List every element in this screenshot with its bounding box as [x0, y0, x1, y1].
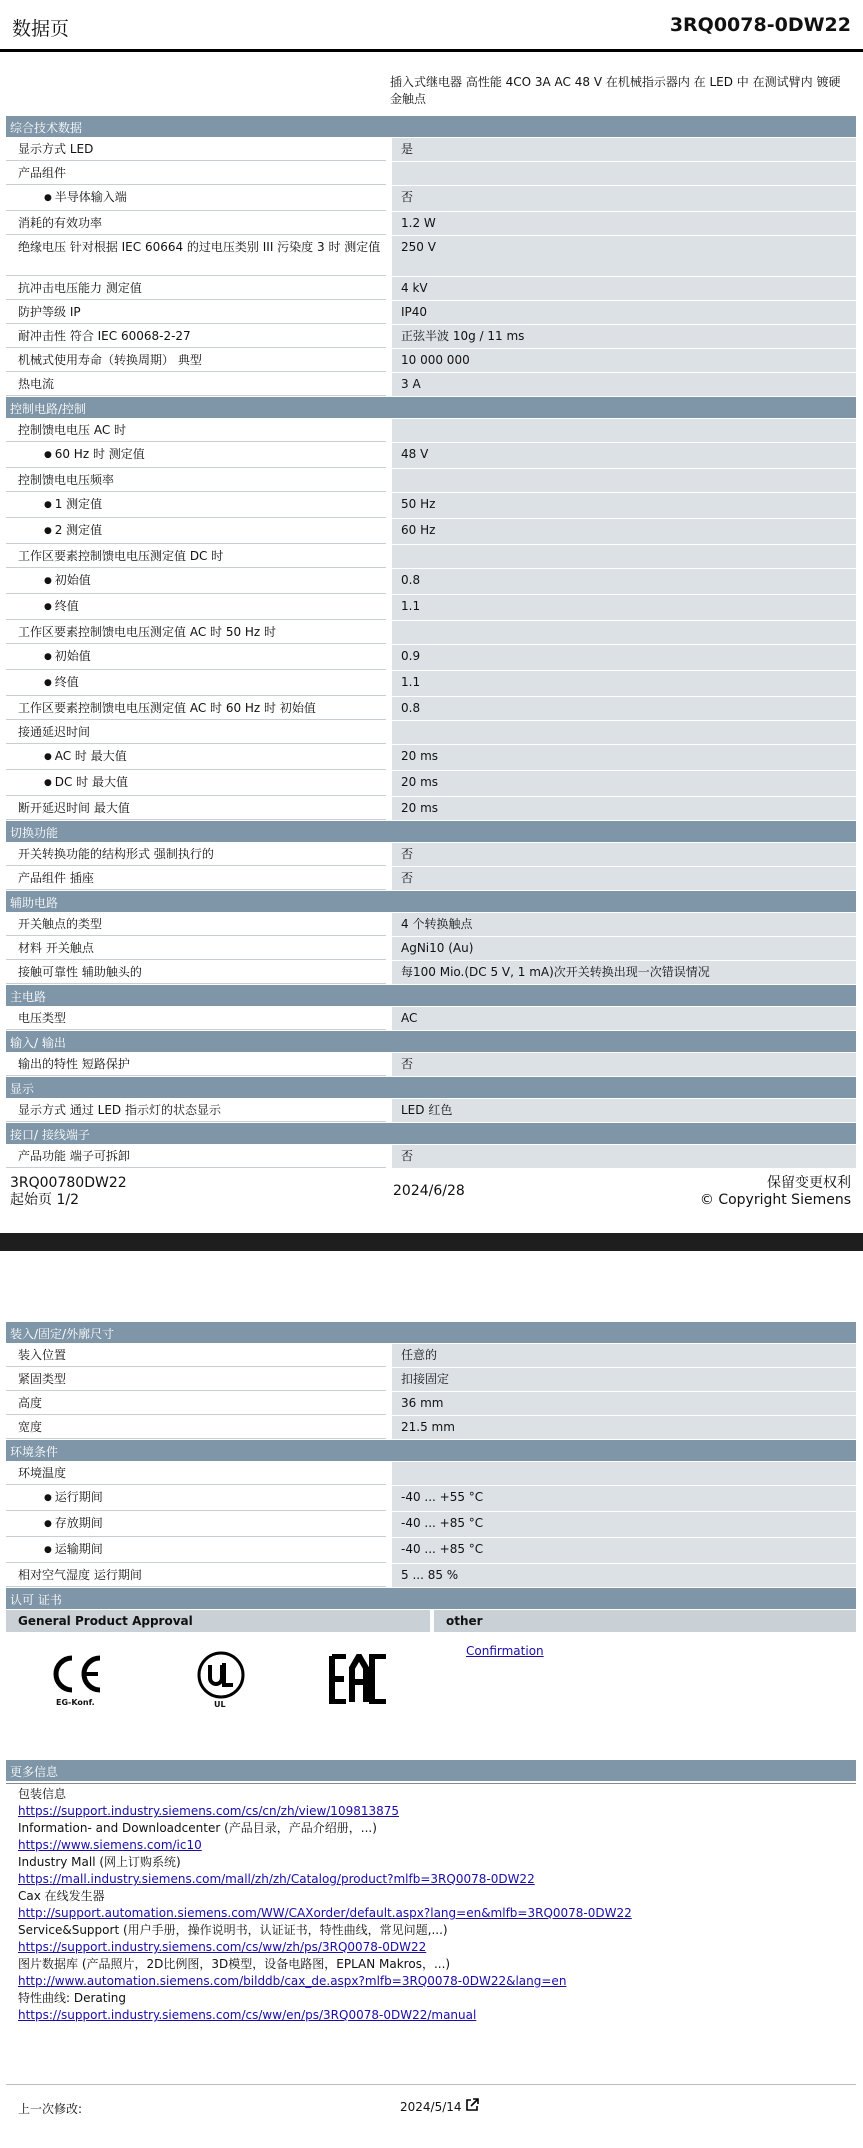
spec-label: 高度 — [6, 1392, 386, 1415]
spec-row — [6, 1053, 856, 1077]
section-heading: 控制电路/控制 — [6, 397, 856, 419]
spec-row — [6, 671, 856, 697]
spec-value: 否 — [392, 843, 856, 866]
spec-label — [6, 671, 386, 696]
spec-label: 消耗的有效功率 — [6, 212, 386, 235]
spec-sublabel: ● 终值 — [44, 599, 79, 613]
spec-row — [6, 867, 856, 891]
product-description: 插入式继电器 高性能 4CO 3A AC 48 V 在机械指示器内 在 LED 中 在测试臂内 镀硬金触点 — [390, 75, 841, 106]
spec-row — [6, 1512, 856, 1538]
spec-label — [6, 493, 386, 518]
spec-row — [6, 1145, 856, 1169]
spec-row — [6, 913, 856, 937]
last-modified-date: 2024/5/14 — [400, 2100, 462, 2114]
spec-sublabel: ● 初始值 — [44, 573, 91, 587]
spec-sublabel: ● 终值 — [44, 675, 79, 689]
spec-value: 0.8 — [392, 697, 856, 720]
spec-value: 否 — [392, 1145, 856, 1168]
spec-label — [6, 1538, 386, 1563]
more-info-section — [6, 1760, 856, 1782]
spec-row — [6, 1486, 856, 1512]
spec-value: 4 个转换触点 — [392, 913, 856, 936]
confirmation-link[interactable]: Confirmation — [466, 1644, 544, 1658]
spec-row — [6, 843, 856, 867]
last-modified-label: 上一次修改: — [18, 2102, 83, 2116]
more-info-link[interactable]: https://support.industry.siemens.com/cs/ww/zh/ps/3RQ0078-0DW22 — [18, 1940, 427, 1954]
ul-mark-icon — [196, 1650, 246, 1700]
spec-label: 工作区要素控制馈电电压测定值 AC 时 50 Hz 时 — [6, 621, 386, 644]
more-info-link[interactable]: http://support.automation.siemens.com/WW/CAXorder/default.aspx?lang=en&mlfb=3RQ0078-0DW22 — [18, 1906, 632, 1920]
spec-value: 50 Hz — [392, 493, 856, 518]
spec-value: 1.2 W — [392, 212, 856, 235]
section-heading: 综合技术数据 — [6, 116, 856, 138]
spec-value: 21.5 mm — [392, 1416, 856, 1439]
section-heading: 输入/ 输出 — [6, 1031, 856, 1053]
eac-mark-icon — [328, 1654, 390, 1704]
header-title: 数据页 — [12, 18, 70, 40]
spec-label: 产品组件 — [6, 162, 386, 185]
more-info-label: 特性曲线: Derating — [18, 1991, 127, 2005]
more-info-link[interactable]: https://support.industry.siemens.com/cs/ww/en/ps/3RQ0078-0DW22/manual — [18, 2008, 477, 2022]
spec-sublabel: ● 1 测定值 — [44, 497, 102, 511]
spec-label: 接触可靠性 辅助触头的 — [6, 961, 386, 984]
spec-label: 开关转换功能的结构形式 强制执行的 — [6, 843, 386, 866]
footer-date: 2024/6/28 — [393, 1183, 465, 1199]
spec-row — [6, 212, 856, 236]
spec-label — [6, 1486, 386, 1511]
spec-row — [6, 1344, 856, 1368]
spec-row — [6, 301, 856, 325]
spec-sublabel: ● 初始值 — [44, 649, 91, 663]
spec-row — [6, 595, 856, 621]
spec-label: 工作区要素控制馈电电压测定值 AC 时 60 Hz 时 初始值 — [6, 697, 386, 720]
spec-label: 热电流 — [6, 373, 386, 396]
spec-label — [6, 595, 386, 620]
spec-label: 相对空气湿度 运行期间 — [6, 1564, 386, 1587]
spec-row — [6, 745, 856, 771]
spec-label: 输出的特性 短路保护 — [6, 1053, 386, 1076]
spec-value: 是 — [392, 138, 856, 161]
spec-value: 5 ... 85 % — [392, 1564, 856, 1587]
section-heading: 接口/ 接线端子 — [6, 1123, 856, 1145]
page-separator — [0, 1233, 863, 1251]
spec-label: 材料 开关触点 — [6, 937, 386, 960]
spec-value: IP40 — [392, 301, 856, 324]
footer-right — [700, 1175, 851, 1209]
spec-value: 任意的 — [392, 1344, 856, 1367]
spec-row — [6, 186, 856, 212]
spec-value-empty — [392, 1462, 856, 1485]
spec-value: AC — [392, 1007, 856, 1030]
spec-value: 正弦半波 10g / 11 ms — [392, 325, 856, 348]
spec-table-page1 — [6, 116, 856, 1169]
certificate-logos — [6, 1632, 856, 1722]
spec-value: 60 Hz — [392, 519, 856, 544]
spec-value: 每100 Mio.(DC 5 V, 1 mA)次开关转换出现一次错误情况 — [392, 961, 856, 984]
spec-label — [6, 645, 386, 670]
spec-row — [6, 797, 856, 821]
spec-label — [6, 569, 386, 594]
spec-row — [6, 1416, 856, 1440]
more-info-link[interactable]: http://www.automation.siemens.com/bilddb/cax_de.aspx?mlfb=3RQ0078-0DW22&lang=en — [18, 1974, 567, 1988]
spec-label — [6, 745, 386, 770]
ce-mark-icon — [50, 1654, 108, 1704]
more-info-heading: 更多信息 — [6, 1760, 856, 1782]
spec-label — [6, 443, 386, 468]
spec-row-group — [6, 419, 856, 443]
spec-row — [6, 1007, 856, 1031]
spec-label: 开关触点的类型 — [6, 913, 386, 936]
spec-row-group — [6, 162, 856, 186]
ce-mark-label: EG-Konf. — [56, 1698, 95, 1707]
spec-row — [6, 1099, 856, 1123]
spec-label — [6, 519, 386, 544]
spec-value: 扣接固定 — [392, 1368, 856, 1391]
spec-value: 10 000 000 — [392, 349, 856, 372]
section-heading: 显示 — [6, 1077, 856, 1099]
spec-sublabel: ● DC 时 最大值 — [44, 775, 128, 789]
section-heading: 切换功能 — [6, 821, 856, 843]
spec-label — [6, 186, 386, 211]
spec-row — [6, 1538, 856, 1564]
spec-sublabel: ● 运行期间 — [44, 1490, 103, 1504]
spec-value: 4 kV — [392, 277, 856, 300]
spec-row — [6, 349, 856, 373]
more-info-label: Service&Support (用户手册，操作说明书，认证证书，特性曲线，常见问题,...) — [18, 1923, 448, 1937]
more-info-label: Information- and Downloadcenter (产品目录，产品介绍册，...) — [18, 1821, 377, 1835]
spec-value: 20 ms — [392, 771, 856, 796]
spec-label: 工作区要素控制馈电电压测定值 DC 时 — [6, 545, 386, 568]
page-header — [0, 0, 863, 52]
spec-value: 0.8 — [392, 569, 856, 594]
more-info-label: Industry Mall (网上订购系统) — [18, 1855, 181, 1869]
spec-label — [6, 1512, 386, 1537]
spec-row-group — [6, 621, 856, 645]
spec-row — [6, 277, 856, 301]
more-info-link[interactable]: https://support.industry.siemens.com/cs/cn/zh/view/109813875 — [18, 1804, 400, 1818]
spec-row — [6, 771, 856, 797]
footer-copyright: © Copyright Siemens — [699, 1192, 851, 1208]
spec-sublabel: ● 运输期间 — [44, 1542, 103, 1556]
footer-page-number: 起始页 1/2 — [10, 1192, 79, 1208]
spec-value-empty — [392, 419, 856, 442]
spec-sublabel: ● 2 测定值 — [44, 523, 102, 537]
more-info-link[interactable]: https://www.siemens.com/ic10 — [18, 1838, 202, 1852]
spec-row — [6, 569, 856, 595]
section-heading: 认可 证书 — [6, 1588, 856, 1610]
spec-table-page2 — [6, 1322, 856, 1610]
more-info-label: 图片数据库 (产品照片，2D比例图，3D模型，设备电路图，EPLAN Makros，...) — [18, 1957, 451, 1971]
spec-row-group — [6, 721, 856, 745]
more-info-list — [18, 1786, 632, 2024]
spec-row — [6, 937, 856, 961]
section-heading: 辅助电路 — [6, 891, 856, 913]
spec-row — [6, 373, 856, 397]
spec-label: 耐冲击性 符合 IEC 60068-2-27 — [6, 325, 386, 348]
ul-mark-label: UL — [214, 1700, 226, 1709]
spec-label: 断开延迟时间 最大值 — [6, 797, 386, 820]
spec-sublabel: ● 60 Hz 时 测定值 — [44, 447, 145, 461]
more-info-label: Cax 在线发生器 — [18, 1889, 105, 1903]
spec-label: 产品功能 端子可拆卸 — [6, 1145, 386, 1168]
footer-rights: 保留变更权利 — [767, 1175, 851, 1191]
spec-label: 控制馈电电压 AC 时 — [6, 419, 386, 442]
spec-label: 产品组件 插座 — [6, 867, 386, 890]
spec-value: -40 ... +85 °C — [392, 1512, 856, 1537]
spec-sublabel: ● 半导体输入端 — [44, 190, 127, 204]
spec-value: 否 — [392, 1053, 856, 1076]
spec-value: 3 A — [392, 373, 856, 396]
spec-value: 250 V — [392, 236, 856, 276]
spec-value: 0.9 — [392, 645, 856, 670]
spec-value-empty — [392, 162, 856, 185]
spec-label: 防护等级 IP — [6, 301, 386, 324]
spec-row-group — [6, 469, 856, 493]
footer-left — [10, 1175, 127, 1209]
section-heading: 装入/固定/外廓尺寸 — [6, 1322, 856, 1344]
spec-sublabel: ● 存放期间 — [44, 1516, 103, 1530]
spec-value: 否 — [392, 867, 856, 890]
spec-label: 抗冲击电压能力 测定值 — [6, 277, 386, 300]
spec-label: 宽度 — [6, 1416, 386, 1439]
spec-label: 显示方式 通过 LED 指示灯的状态显示 — [6, 1099, 386, 1122]
cert-col-general: General Product Approval — [6, 1610, 430, 1632]
spec-row — [6, 1564, 856, 1588]
spec-label: 显示方式 LED — [6, 138, 386, 161]
spec-label — [6, 771, 386, 796]
spec-row — [6, 697, 856, 721]
spec-row-group — [6, 1462, 856, 1486]
spec-label: 控制馈电电压频率 — [6, 469, 386, 492]
spec-row — [6, 519, 856, 545]
spec-row — [6, 1368, 856, 1392]
header-product-code: 3RQ0078-0DW22 — [669, 14, 851, 36]
spec-value: -40 ... +85 °C — [392, 1538, 856, 1563]
spec-value: 36 mm — [392, 1392, 856, 1415]
spec-row — [6, 645, 856, 671]
certificate-header — [6, 1610, 856, 1632]
spec-row — [6, 961, 856, 985]
spec-row — [6, 236, 856, 277]
more-info-link[interactable]: https://mall.industry.siemens.com/mall/zh/zh/Catalog/product?mlfb=3RQ0078-0DW22 — [18, 1872, 535, 1886]
spec-row — [6, 325, 856, 349]
spec-row-group — [6, 545, 856, 569]
spec-label: 电压类型 — [6, 1007, 386, 1030]
spec-value: 否 — [392, 186, 856, 211]
spec-value: 20 ms — [392, 797, 856, 820]
spec-row — [6, 443, 856, 469]
spec-value: AgNi10 (Au) — [392, 937, 856, 960]
spec-row — [6, 138, 856, 162]
spec-value-empty — [392, 469, 856, 492]
certificate-table — [6, 1610, 856, 1722]
section-heading: 主电路 — [6, 985, 856, 1007]
spec-label: 接通延迟时间 — [6, 721, 386, 744]
cert-col-other: other — [434, 1610, 856, 1632]
spec-value: 20 ms — [392, 745, 856, 770]
spec-label: 环境温度 — [6, 1462, 386, 1485]
spec-row — [6, 1392, 856, 1416]
spec-sublabel: ● AC 时 最大值 — [44, 749, 127, 763]
spec-label: 装入位置 — [6, 1344, 386, 1367]
section-heading: 环境条件 — [6, 1440, 856, 1462]
footer-order-number: 3RQ00780DW22 — [10, 1175, 127, 1191]
spec-value: 1.1 — [392, 671, 856, 696]
spec-value: 1.1 — [392, 595, 856, 620]
spec-value-empty — [392, 721, 856, 744]
spec-value: -40 ... +55 °C — [392, 1486, 856, 1511]
spec-value: 48 V — [392, 443, 856, 468]
spec-value-empty — [392, 621, 856, 644]
more-info-label: 包装信息 — [18, 1787, 67, 1801]
spec-label: 机械式使用寿命（转换周期） 典型 — [6, 349, 386, 372]
spec-label: 紧固类型 — [6, 1368, 386, 1391]
external-link-icon[interactable] — [464, 2097, 480, 2113]
spec-row — [6, 493, 856, 519]
spec-value: LED 红色 — [392, 1099, 856, 1122]
spec-value-empty — [392, 545, 856, 568]
spec-label: 绝缘电压 针对根据 IEC 60664 的过电压类别 III 污染度 3 时 测定值 — [6, 236, 386, 276]
